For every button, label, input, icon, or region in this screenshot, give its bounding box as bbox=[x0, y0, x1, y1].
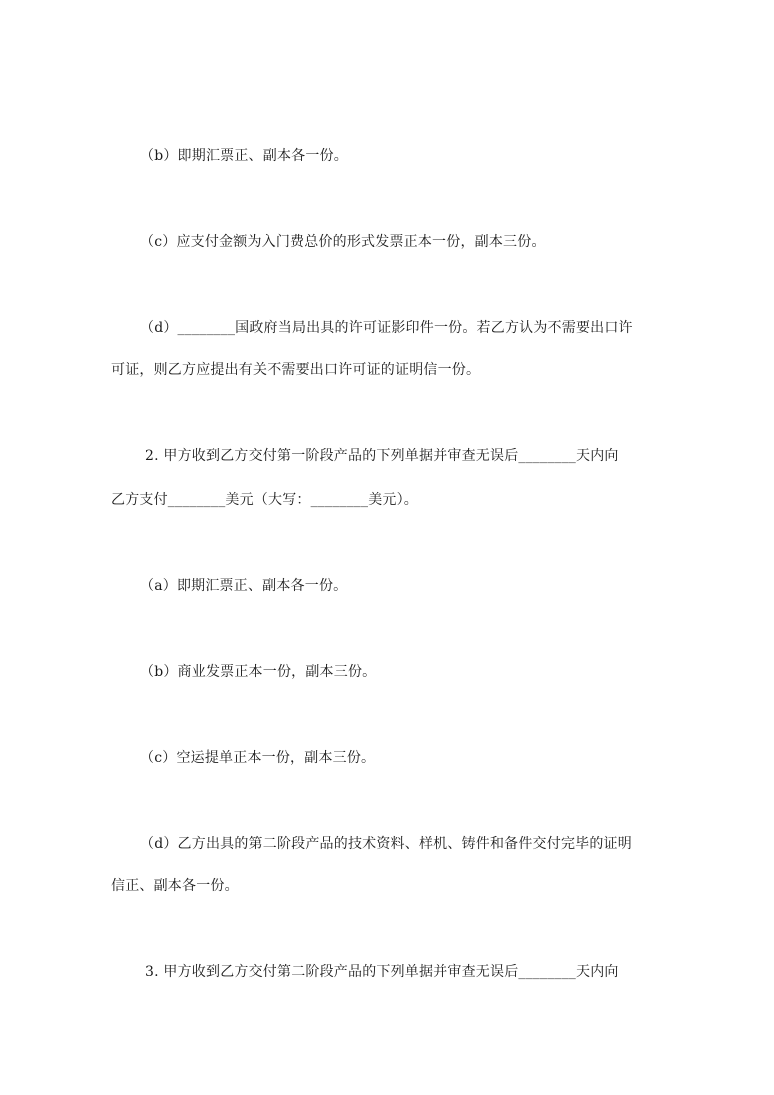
clause-2a: （a）即期汇票正、副本各一份。 bbox=[140, 578, 348, 594]
clause-2d-line1: （d）乙方出具的第二阶段产品的技术资料、样机、铸件和备件交付完毕的证明 bbox=[140, 836, 632, 852]
clause-2c: （c）空运提单正本一份，副本三份。 bbox=[140, 750, 376, 766]
clause-3-line1: 3. 甲方收到乙方交付第二阶段产品的下列单据并审查无误后________天内向 bbox=[145, 964, 619, 980]
clause-1b: （b）即期汇票正、副本各一份。 bbox=[140, 148, 348, 164]
clause-2b: （b）商业发票正本一份，副本三份。 bbox=[140, 664, 377, 680]
clause-2-line1: 2. 甲方收到乙方交付第一阶段产品的下列单据并审查无误后________天内向 bbox=[145, 448, 619, 464]
clause-1c: （c）应支付金额为入门费总价的形式发票正本一份，副本三份。 bbox=[140, 234, 546, 250]
clause-1d-line1: （d）________国政府当局出具的许可证影印件一份。若乙方认为不需要出口许 bbox=[140, 320, 633, 336]
clause-2d-line2: 信正、副本各一份。 bbox=[111, 878, 239, 894]
clause-1d-line2: 可证，则乙方应提出有关不需要出口许可证的证明信一份。 bbox=[111, 362, 481, 378]
clause-2-line2: 乙方支付________美元（大写：________美元）。 bbox=[111, 492, 418, 508]
